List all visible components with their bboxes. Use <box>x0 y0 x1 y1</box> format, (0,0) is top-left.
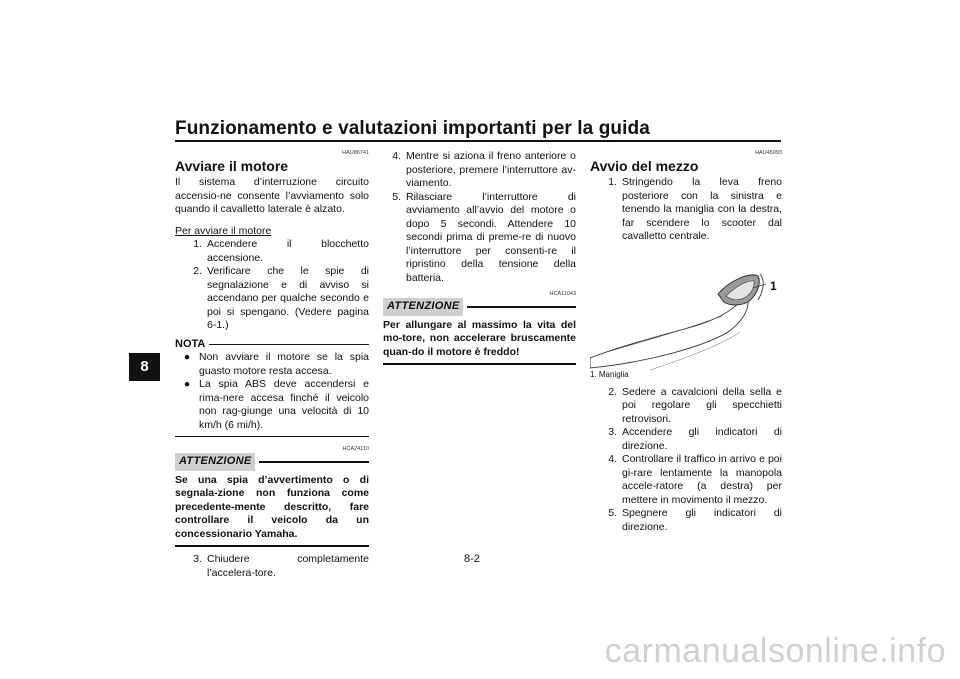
note-rule <box>209 344 369 345</box>
list-number: 3. <box>608 426 617 438</box>
scooter-handle-figure <box>590 250 782 370</box>
list-item <box>590 176 782 244</box>
section-code: HAU86741 <box>342 150 369 156</box>
list-text: Verificare che le spie di segnalazione e di avviso si accendano per qualche secondo e poi si spengano. (Vedere pagina 6-1.) <box>207 265 369 331</box>
intro-paragraph: Il sistema d’interruzione circuito accensio-ne consente l’avviamento solo quando il cavalletto laterale è alzato. <box>175 176 369 215</box>
bullet-icon: ● <box>183 378 191 390</box>
list-item <box>383 191 576 286</box>
list-text: Spegnere gli indicatori di direzione. <box>622 507 782 533</box>
note-heading <box>175 338 369 352</box>
list-number: 5. <box>608 507 617 519</box>
figure-callout-number: 1 <box>770 278 777 293</box>
list-number: 2. <box>608 385 617 398</box>
list-text: Sedere a cavalcioni della sella e poi regolare gli specchietti retrovisori. <box>622 385 782 425</box>
list-number: 4. <box>608 453 617 465</box>
column-right <box>590 150 782 534</box>
section-heading-start-engine: Avviare il motore <box>175 158 289 174</box>
section-code: HAU45093 <box>755 150 782 156</box>
list-text: Chiudere completamente l’accelera-tore. <box>207 553 369 579</box>
note-item <box>175 378 369 432</box>
warning-heading <box>175 453 369 471</box>
page-title: Funzionamento e valutazioni importanti per la guida <box>175 118 650 139</box>
warning-end-rule <box>383 363 576 365</box>
list-text: Accendere il blocchetto accensione. <box>207 238 369 264</box>
title-rule <box>175 140 781 142</box>
warning-text: Per allungare al massimo la vita del mo-tore, non accelerare bruscamente quan-do il motore è freddo! <box>383 318 576 358</box>
list-item <box>590 386 782 427</box>
watermark: carmanualsonline.info <box>604 632 946 670</box>
column-left <box>175 150 369 580</box>
bullet-icon: ● <box>183 351 191 363</box>
warning-rule <box>259 461 369 463</box>
note-text: La spia ABS deve accendersi e rima-nere accesa finché il veicolo non rag-giunge una velocità di 10 km/h (6 mi/h). <box>199 378 369 431</box>
note-item <box>175 351 369 378</box>
section-heading-move-vehicle: Avvio del mezzo <box>590 158 699 174</box>
note-text: Non avviare il motore se la spia guasto motore resta accesa. <box>199 351 369 377</box>
list-number: 1. <box>608 176 617 188</box>
warning-text: Se una spia d’avvertimento o di segnala-zione non funziona come precedente-mente descritto, fare controllare il veicolo da un concessionario Yamaha. <box>175 473 369 540</box>
list-number: 5. <box>392 190 401 203</box>
list-item <box>175 238 369 265</box>
warning-heading <box>383 298 576 316</box>
page-number: 8-2 <box>464 553 480 565</box>
list-item <box>590 453 782 507</box>
column-middle <box>383 150 576 365</box>
list-item <box>590 426 782 453</box>
list-number: 2. <box>193 265 202 277</box>
list-number: 3. <box>193 553 202 565</box>
note-label: NOTA <box>175 337 206 350</box>
list-number: 4. <box>392 150 401 162</box>
list-text: Mentre si aziona il freno anteriore o posteriore, premere l’interruttore av-viamento. <box>406 150 576 189</box>
figure-caption: 1. Maniglia <box>590 369 629 379</box>
list-number: 1. <box>193 238 202 250</box>
list-item <box>175 553 369 580</box>
chapter-tab: 8 <box>129 353 160 381</box>
warning-code: HCA11043 <box>549 291 576 297</box>
scooter-seat-illustration <box>590 250 782 370</box>
warning-code: HCA24110 <box>342 446 369 452</box>
list-item <box>383 150 576 191</box>
list-text: Controllare il traffico in arrivo e poi gi-rare lentamente la manopola accele-ratore (a destra) per mettere in movimento il mezzo. <box>622 453 782 506</box>
warning-badge: ATTENZIONE <box>175 453 255 471</box>
list-item <box>175 265 369 333</box>
list-text: Accendere gli indicatori di direzione. <box>622 426 782 452</box>
warning-rule <box>467 306 576 308</box>
list-item <box>590 507 782 534</box>
list-text: Rilasciare l’interruttore di avviamento all’avvio del motore o dopo 5 secondi. Attendere 10 secondi prima di preme-re di nuovo l’interruttore per consenti-re il ripristino della tensione della batteria. <box>406 190 576 284</box>
warning-badge: ATTENZIONE <box>383 298 463 316</box>
list-text: Stringendo la leva freno posteriore con la sinistra e tenendo la maniglia con la destra, far scendere lo scooter dal cavalletto centrale. <box>622 176 782 242</box>
subheading-start-procedure: Per avviare il motore <box>175 224 272 237</box>
